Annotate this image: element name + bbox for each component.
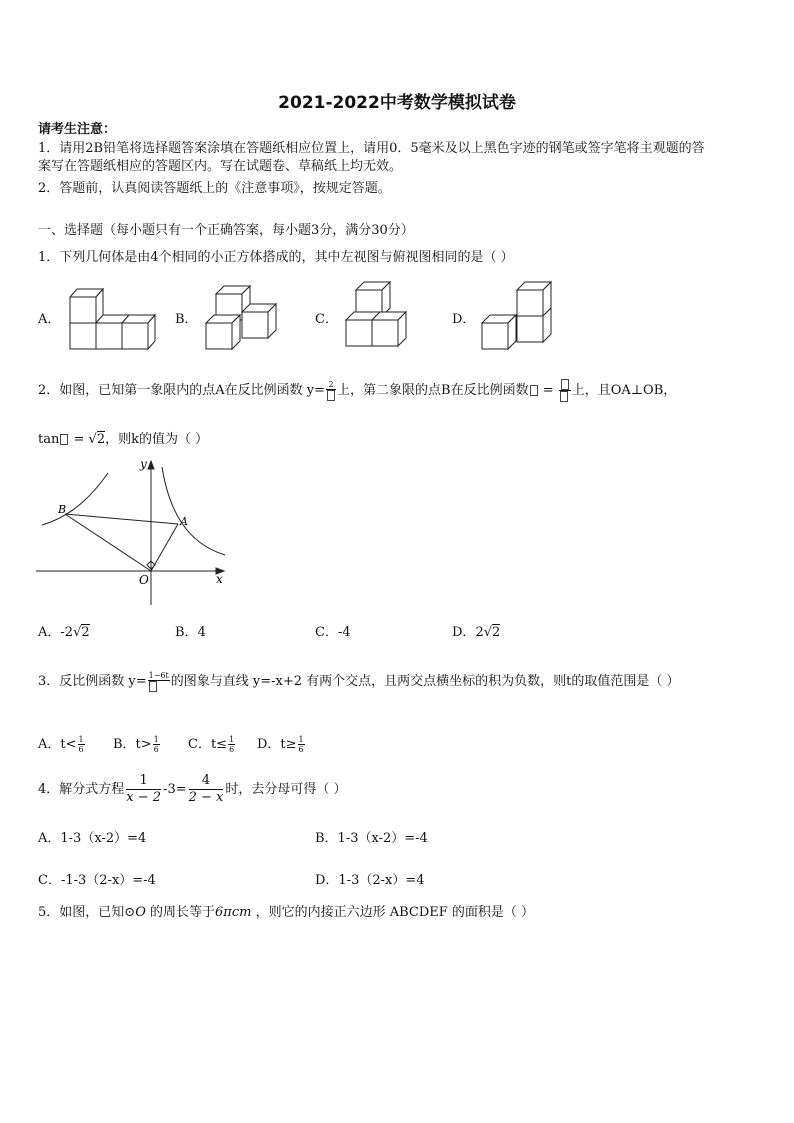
q1-option-b-label: B．	[175, 312, 198, 327]
q4-stem-b: 时，去分母可得（ ）	[225, 782, 347, 797]
graph-label-o: O	[139, 573, 149, 587]
placeholder-box	[327, 390, 335, 401]
q1-option-d-label: D．	[452, 312, 476, 327]
sqrt-sign: √	[483, 625, 493, 640]
q2-stem-line1	[38, 379, 676, 402]
q5-stem	[38, 904, 534, 922]
q5-stem-a: 5．如图，已知	[38, 905, 125, 920]
q2-option-a-label: A．	[38, 625, 61, 640]
q1-option-c-label: C．	[315, 312, 338, 327]
segment-ab	[65, 514, 178, 524]
q2-option-b	[175, 621, 206, 640]
q3-stem-b: 的图象与直线 y=-x+2 有两个交点，且两交点横坐标的积为负数，则t的取值范围是（ ）	[170, 674, 680, 689]
q2-fraction-k-numerator	[559, 379, 571, 391]
q2-stem-line2	[38, 431, 208, 449]
q3-option-a-fraction	[78, 735, 85, 754]
q4-fraction-2-numerator: 4	[189, 773, 224, 790]
q4-option-d: D．1-3（2-x）=4	[315, 873, 425, 888]
q2-option-a-value: -2	[60, 625, 74, 640]
graph-label-a: A	[180, 515, 188, 528]
graph-label-x: x	[216, 572, 223, 586]
notice-line-1a: 1．请用2B铅笔将选择题答案涂填在答题纸相应位置上，请用0．5毫米及以上黑色字迹的钢笔或签字笔将主观题的答	[38, 141, 705, 156]
q5-circle-name: O	[135, 905, 146, 920]
placeholder-box	[561, 379, 569, 390]
section-heading: 一、选择题（每小题只有一个正确答案，每小题3分，满分30分）	[38, 223, 414, 238]
q2-stem-a: 2．如图，已知第一象限内的点A在反比例函数 y=	[38, 383, 326, 398]
q1-option-a-label: A．	[38, 312, 61, 327]
q3-option-d-fraction	[298, 735, 305, 754]
q4-option-a: A．1-3（x-2）=4	[38, 831, 147, 846]
notice-line-1b: 案写在答题纸相应的答题区内。写在试题卷、草稿纸上均无效。	[38, 159, 403, 174]
q3-fraction	[148, 671, 170, 692]
q3-option-a-label: A．t<	[38, 737, 77, 752]
q2-fraction-numerator: 2	[326, 380, 336, 390]
fraction-denominator: 6	[298, 745, 304, 754]
q2-stem-c: =	[538, 383, 558, 398]
q2-option-c-value: -4	[337, 625, 351, 640]
placeholder-box	[60, 434, 68, 445]
q4-mid: -3=	[163, 782, 187, 797]
q2-sqrt-value: 2	[96, 432, 106, 447]
placeholder-box	[149, 681, 157, 692]
q2-fraction-k-over-x	[559, 379, 571, 402]
q2-option-a	[38, 621, 90, 640]
q2-graph	[36, 455, 231, 610]
q2-option-b-label: B．	[175, 625, 198, 640]
q3-option-b	[113, 733, 161, 754]
q4-fraction-1-numerator: 1	[126, 773, 161, 790]
q4-fraction-1-denominator: x − 2	[126, 790, 162, 805]
q2-option-d-root: 2	[492, 625, 501, 640]
q1-figure-c	[338, 278, 418, 353]
q3-option-a	[38, 733, 86, 754]
q2-option-c-label: C．	[315, 625, 338, 640]
sqrt-sign: √	[88, 432, 97, 447]
q4-option-b: B．1-3（x-2）=-4	[315, 831, 428, 846]
q3-option-d	[257, 733, 306, 754]
q2-tan-eq: =	[69, 432, 89, 447]
q1-figure-d	[475, 278, 565, 353]
q3-option-c	[188, 733, 236, 754]
q3-option-b-label: B．t>	[113, 737, 152, 752]
q2-stem-b: 上，第二象限的点B在反比例函数	[337, 383, 529, 398]
q2-stem-e: ，则k的值为（ ）	[105, 432, 209, 447]
fraction-numerator: 1	[153, 735, 159, 744]
q1-stem: 1．下列几何体是由4个相同的小正方体搭成的，其中左视图与俯视图相同的是（ ）	[38, 250, 514, 265]
q2-option-b-value: 4	[197, 625, 206, 640]
fraction-numerator: 1	[298, 735, 304, 744]
q2-fraction-2-over-x	[326, 380, 336, 401]
q3-option-d-label: D．t≥	[257, 737, 297, 752]
q3-fraction-numerator: 1−6t	[148, 671, 169, 680]
notice-line-2: 2．答题前，认真阅读答题纸上的《注意事项》，按规定答题。	[38, 181, 391, 196]
q2-option-d-label: D．	[452, 625, 476, 640]
q4-fraction-2	[189, 773, 224, 806]
q2-tan: tan	[38, 432, 60, 447]
q4-stem	[38, 773, 347, 806]
q3-option-c-label: C．t≤	[188, 737, 228, 752]
q4-option-c: C．-1-3（2-x）=-4	[38, 873, 156, 888]
q1-figure-b	[198, 280, 288, 355]
q4-fraction-1	[126, 773, 161, 806]
hyperbola-first-quadrant	[162, 467, 225, 555]
q2-option-d-value: 2	[475, 625, 484, 640]
notice-heading: 请考生注意：	[38, 122, 117, 137]
q5-circumference: 6πcm	[215, 905, 252, 920]
q1-figure-a	[60, 285, 170, 355]
q4-fraction-2-denominator: 2 − x	[188, 790, 224, 805]
q3-stem-a: 3．反比例函数 y=	[38, 674, 147, 689]
page-title: 2021-2022中考数学模拟试卷	[278, 93, 516, 113]
q2-option-c	[315, 621, 351, 640]
q2-option-d	[452, 621, 500, 640]
sqrt-sign: √	[73, 625, 82, 640]
y-axis-arrow-icon	[148, 461, 154, 469]
fraction-numerator: 1	[78, 735, 84, 744]
graph-label-y: y	[140, 457, 147, 471]
q5-stem-b: 的周长等于	[145, 905, 215, 920]
q4-stem-a: 4．解分式方程	[38, 782, 125, 797]
fraction-denominator: 6	[153, 745, 159, 754]
q3-stem	[38, 671, 680, 692]
placeholder-box	[530, 385, 538, 396]
placeholder-box	[560, 391, 568, 402]
segment-oa	[151, 524, 178, 571]
q2-stem-d: 上，且OA⊥OB，	[571, 383, 677, 398]
fraction-numerator: 1	[229, 735, 235, 744]
q5-stem-c: ，则它的内接正六边形 ABCDEF 的面积是（ ）	[251, 905, 535, 920]
fraction-denominator: 6	[78, 745, 84, 754]
q3-option-b-fraction	[153, 735, 160, 754]
q3-option-c-fraction	[228, 735, 235, 754]
graph-label-b: B	[58, 503, 67, 516]
circle-symbol: ⊙	[124, 905, 136, 920]
fraction-denominator: 6	[229, 745, 235, 754]
q2-option-a-root: 2	[81, 625, 90, 640]
segment-ob	[65, 514, 151, 571]
